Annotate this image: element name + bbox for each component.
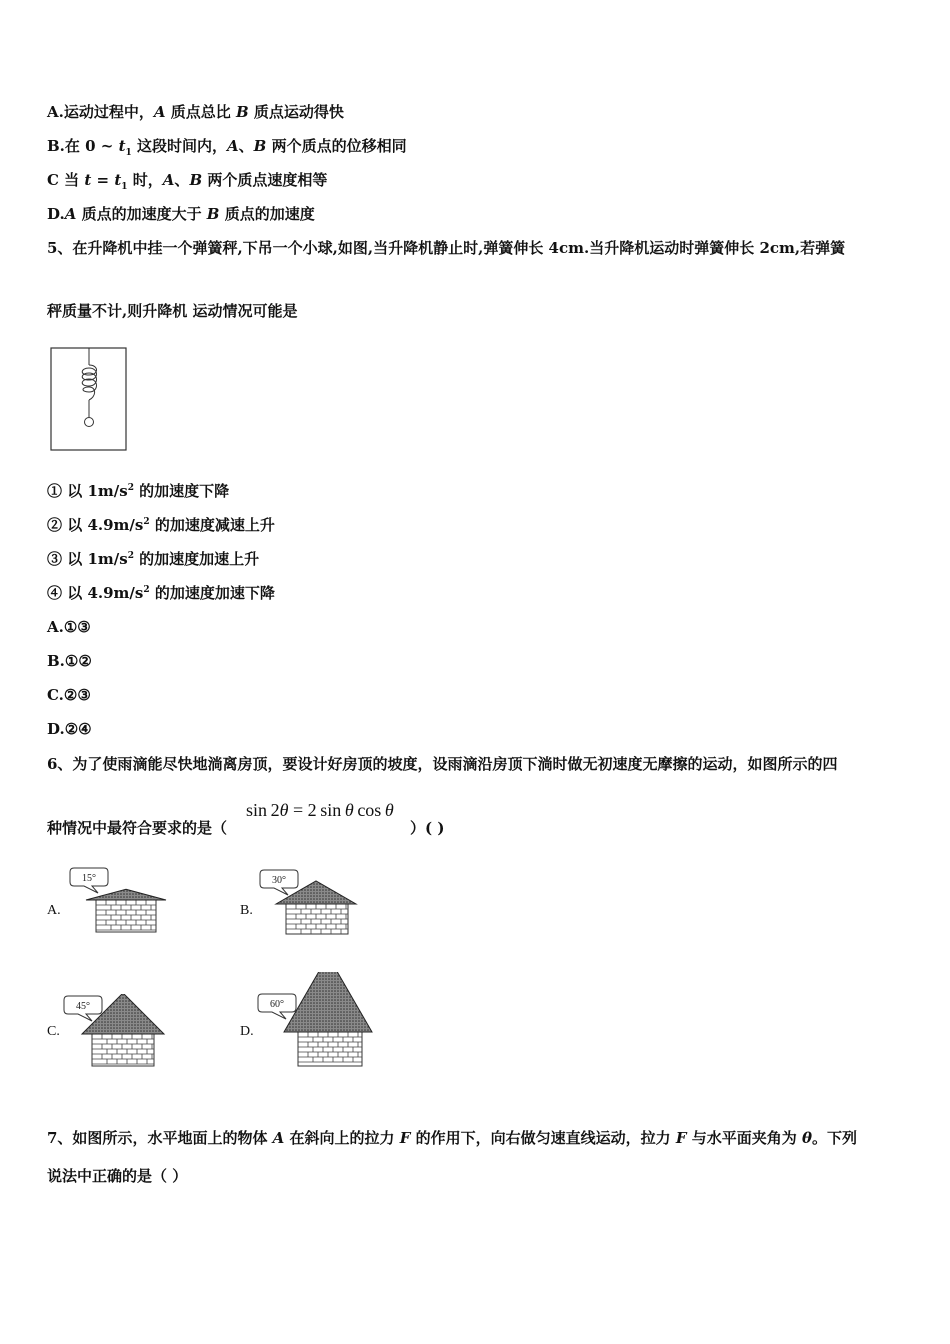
angle-label: 15° — [82, 873, 96, 884]
q6-stem-line2-post: ）( ) — [410, 819, 445, 837]
q6-stem-line2-pre: 种情况中最符合要求的是（ — [47, 819, 228, 837]
house-roof — [284, 972, 372, 1032]
ball — [85, 418, 94, 427]
q5-choice-d[interactable]: D.②④ — [47, 720, 92, 738]
q7-stem-line1: 7、如图所示，水平地面上的物体 A 在斜向上的拉力 F 的作用下，向右做匀速直线运动，拉力 F 与水平面夹角为 θ。下列 — [47, 1129, 858, 1147]
house-roof — [86, 889, 166, 900]
q4-option-b: B.在 0 ~ $t_1$ 这段时间内，A、B 两个质点的位移相同 — [47, 137, 407, 158]
q5-stem-line2: 秤质量不计,则升降机 运动情况可能是 — [47, 302, 298, 320]
q5-choice-b[interactable]: B.①② — [47, 652, 92, 670]
q7-stem-line2: 说法中正确的是（ ） — [47, 1167, 188, 1185]
q6-option-c-label[interactable]: C. — [47, 1024, 60, 1039]
q5-item-3: ③ 以 $1m/s^2$ 的加速度加速上升 — [47, 550, 260, 568]
house-45deg-figure[interactable] — [62, 994, 168, 1072]
q5-choice-a[interactable]: A.①③ — [47, 618, 91, 636]
house-15deg-figure[interactable] — [66, 866, 170, 938]
elevator-spring-figure — [50, 347, 128, 453]
house-60deg-figure[interactable] — [256, 972, 374, 1072]
angle-label: 30° — [272, 875, 286, 886]
q6-stem-line1: 6、为了使雨滴能尽快地淌离房顶，要设计好房顶的坡度，设雨滴沿房顶下淌时做无初速度无摩擦的运动，如图所示的四 — [47, 755, 838, 773]
q6-option-d-label[interactable]: D. — [240, 1024, 254, 1039]
q4-option-a: A.运动过程中，A 质点总比 B 质点运动得快 — [47, 103, 344, 121]
q5-item-2: ② 以 $4.9m/s^2$ 的加速度减速上升 — [47, 516, 275, 534]
q4-option-d: D.A 质点的加速度大于 B 质点的加速度 — [47, 205, 315, 223]
q5-item-1: ① 以 $1m/s^2$ 的加速度下降 — [47, 482, 230, 500]
q5-stem-line1: 5、在升降机中挂一个弹簧秤,下吊一个小球,如图,当升降机静止时,弹簧伸长 4cm.当升降机运动时弹簧伸长 2cm,若弹簧 — [47, 239, 846, 257]
trig-identity-formula: sin 2θ = 2 sin θ cos θ — [246, 800, 394, 820]
q4-option-c: C 当 $t = t_1$ 时，A、B 两个质点速度相等 — [47, 171, 328, 192]
q5-choice-c[interactable]: C.②③ — [47, 686, 91, 704]
spring-coil — [82, 365, 96, 400]
q6-option-a-label[interactable]: A. — [47, 903, 61, 918]
q6-option-b-label[interactable]: B. — [240, 903, 253, 918]
house-30deg-figure[interactable] — [256, 868, 360, 940]
angle-label: 60° — [270, 999, 284, 1010]
angle-label: 45° — [76, 1001, 90, 1012]
q5-item-4: ④ 以 $4.9m/s^2$ 的加速度加速下降 — [47, 584, 275, 602]
